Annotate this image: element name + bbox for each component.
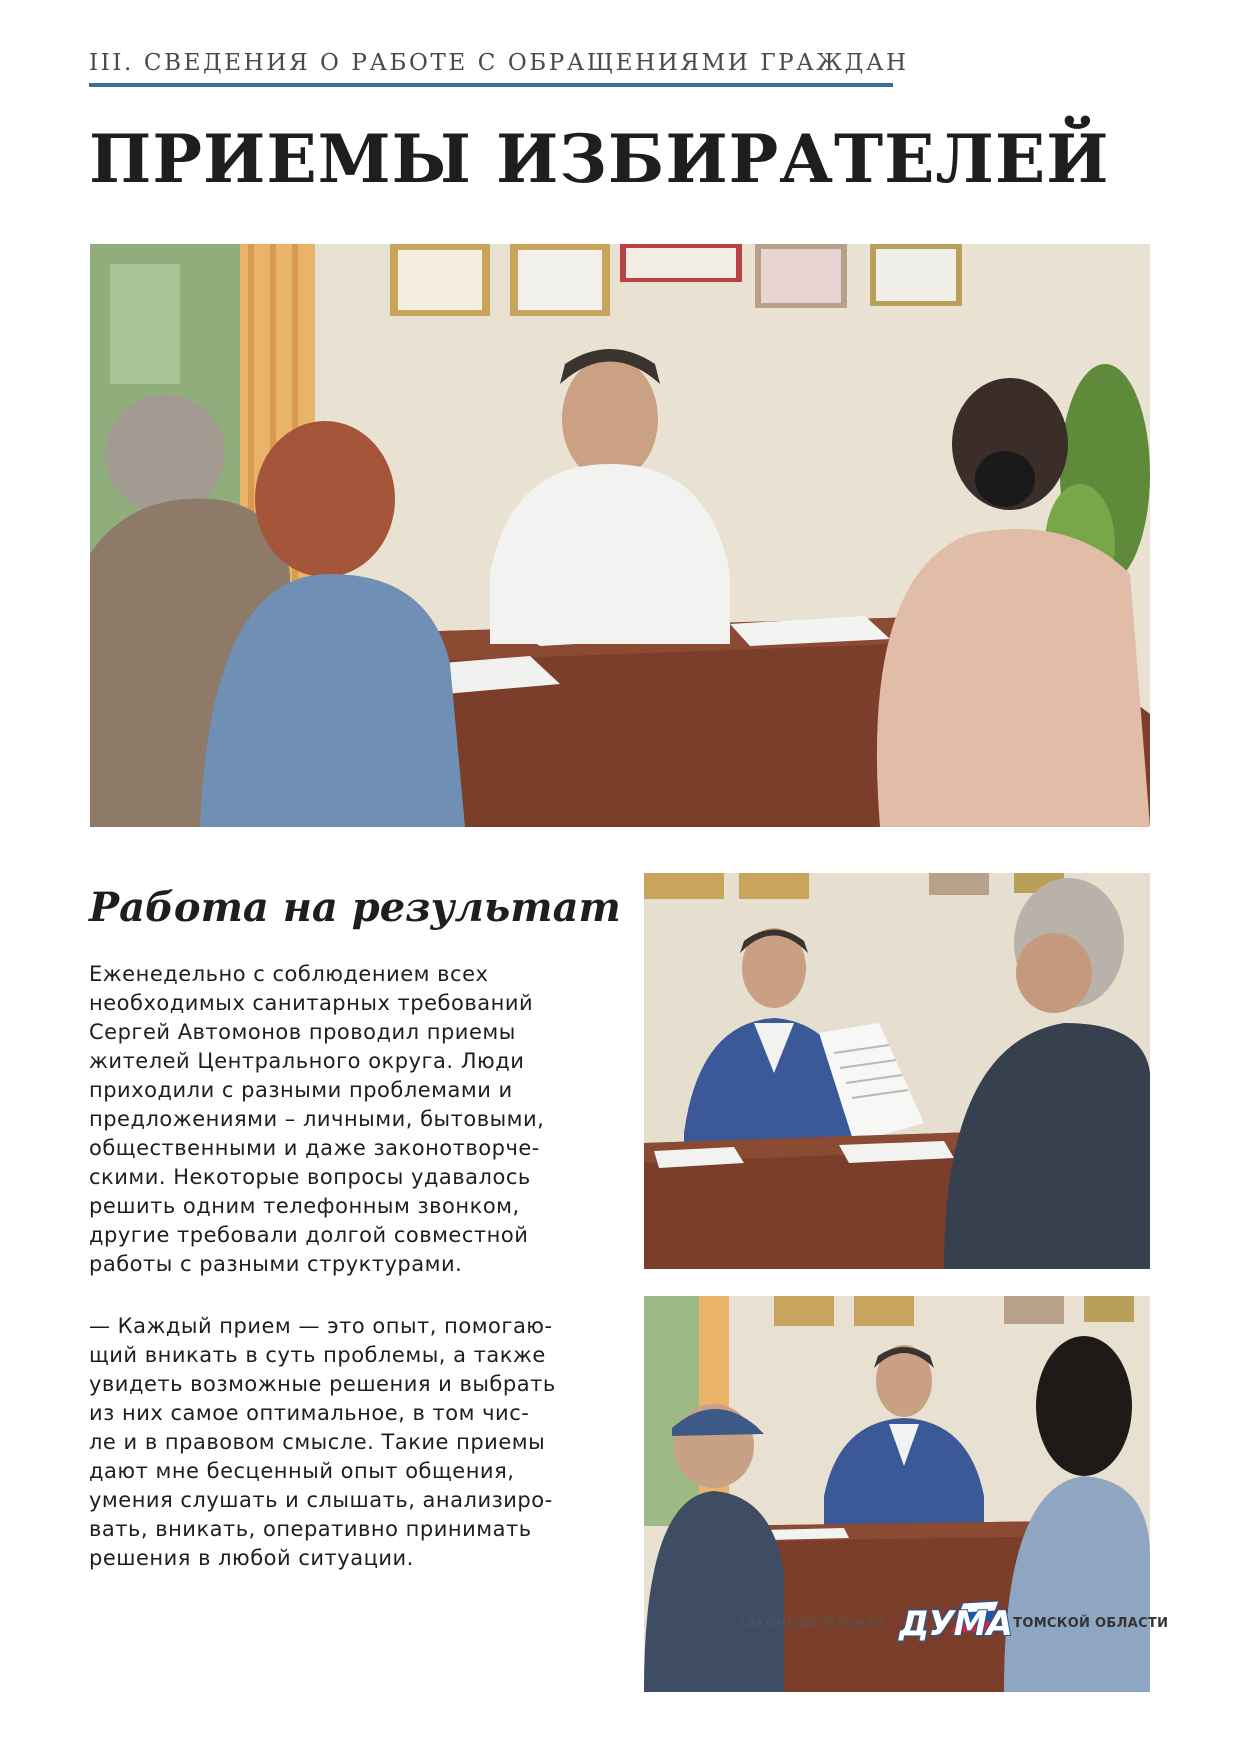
meeting-photo-2 xyxy=(644,873,1150,1269)
paragraph-1: Еженедельно с соблюдением всех необходимых санитарных требований Сергей Автомонов проводил приемы жителей Центрального округа. Люди приходили с разными проблемами и предложениями – личными, бытовыми, общественными и даже законотворче- скими. Некоторые вопросы удавалось решить одним телефонным звонком, другие требовали долгой совместной работы с разными структурами. xyxy=(89,962,545,1276)
footer-region-label: ТОМСКОЙ ОБЛАСТИ xyxy=(1013,1615,1169,1631)
main-photo xyxy=(90,244,1150,827)
footer-logo xyxy=(738,1598,1169,1648)
subheading: Работа на результат xyxy=(89,884,621,931)
footer-legislative-label: ЗАКОНОДАТЕЛЬНАЯ xyxy=(738,1616,886,1630)
paragraph-2: — Каждый прием — это опыт, помогаю- щий вникать в суть проблемы, а также увидеть возможные решения и выбрать из них самое оптимальное, в том чис- ле и в правовом смысле. Такие приемы дают мне бесценный опыт общения, умения слушать и слышать, анализиро- вать, вникать, оперативно принимать решения в любой ситуации. xyxy=(89,1314,556,1570)
page-title: ПРИЕМЫ ИЗБИРАТЕЛЕЙ xyxy=(89,120,1110,198)
section-rule xyxy=(89,83,893,87)
duma-logo-word: ДУМА xyxy=(899,1604,1012,1644)
section-header: III. СВЕДЕНИЯ О РАБОТЕ С ОБРАЩЕНИЯМИ ГРАЖДАН xyxy=(89,50,909,76)
duma-logo xyxy=(893,1601,1012,1645)
